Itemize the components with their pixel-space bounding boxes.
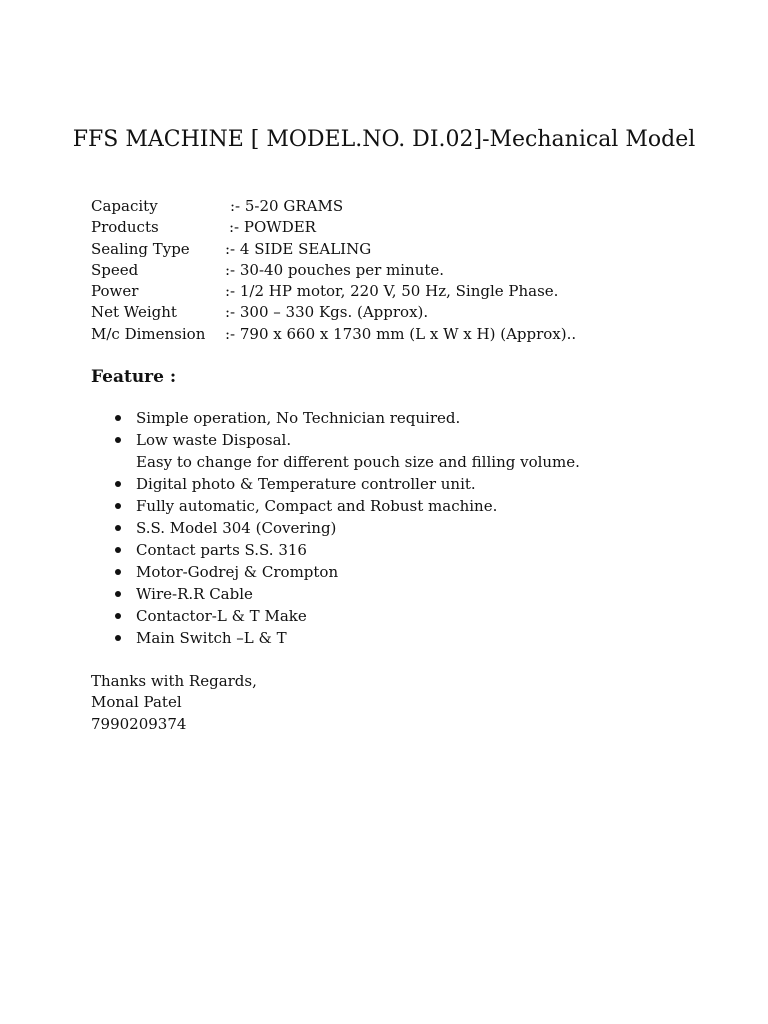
spec-value: :- 5-20 GRAMS	[230, 197, 344, 215]
spec-value: :- 4 SIDE SEALING	[225, 239, 372, 258]
spec-label: Products	[91, 218, 159, 237]
spec-row-net-weight	[91, 302, 731, 323]
spec-row-products	[91, 217, 731, 238]
bullet-icon	[115, 635, 121, 641]
spec-label: Net Weight	[91, 303, 177, 322]
spec-label: Capacity	[91, 197, 158, 215]
spec-label: Power	[91, 282, 139, 301]
list-item	[91, 561, 691, 583]
spec-value: :- 1/2 HP motor, 220 V, 50 Hz, Single Phase.	[225, 282, 559, 301]
spec-label: Speed	[91, 260, 139, 279]
list-item	[91, 583, 691, 605]
list-item	[91, 605, 691, 627]
feature-text: Wire-R.R Cable	[136, 585, 253, 603]
list-item	[91, 627, 691, 649]
spec-row-sealing-type	[91, 239, 731, 260]
spec-row-power	[91, 281, 731, 302]
bullet-icon	[115, 437, 121, 443]
bullet-icon	[115, 613, 121, 619]
spec-list	[91, 196, 731, 345]
signoff-closing: Thanks with Regards,	[91, 672, 257, 690]
bullet-icon	[115, 547, 121, 553]
feature-text: Digital photo & Temperature controller unit.	[136, 475, 476, 493]
signoff-name: Monal Patel	[91, 693, 182, 712]
spec-row-capacity	[91, 196, 731, 217]
spec-label: Sealing Type	[91, 239, 190, 258]
list-item	[91, 495, 691, 517]
bullet-icon	[115, 591, 121, 597]
feature-text: Contactor-L & T Make	[136, 607, 307, 625]
spec-value: :- 30-40 pouches per minute.	[225, 260, 445, 279]
feature-heading: Feature :	[91, 367, 177, 387]
bullet-icon	[115, 525, 121, 531]
signoff-phone: 7990209374	[91, 714, 187, 733]
feature-text: Motor-Godrej & Crompton	[136, 563, 339, 581]
feature-list	[91, 407, 691, 649]
feature-text: S.S. Model 304 (Covering)	[136, 519, 337, 537]
feature-continuation: Easy to change for different pouch size and filling volume.	[136, 453, 580, 471]
bullet-icon	[115, 569, 121, 575]
bullet-icon	[115, 481, 121, 487]
spec-value: :- 790 x 660 x 1730 mm (L x W x H) (Approx)..	[225, 324, 577, 343]
feature-text: Main Switch –L & T	[136, 629, 287, 647]
spec-row-speed	[91, 260, 731, 281]
feature-text: Simple operation, No Technician required.	[136, 409, 461, 427]
spec-value: :- POWDER	[229, 218, 316, 237]
feature-text: Contact parts S.S. 316	[136, 541, 307, 559]
bullet-icon	[115, 415, 121, 421]
list-item	[91, 539, 691, 561]
list-item	[91, 407, 691, 429]
feature-text: Low waste Disposal.	[136, 431, 292, 449]
document-title: FFS MACHINE [ MODEL.NO. DI.02]-Mechanical Model	[72, 127, 696, 152]
spec-label: M/c Dimension	[91, 324, 206, 343]
spec-row-dimension	[91, 324, 731, 345]
feature-text: Fully automatic, Compact and Robust machine.	[136, 497, 498, 515]
signoff-block	[91, 671, 257, 735]
list-item	[91, 473, 691, 495]
spec-value: :- 300 – 330 Kgs. (Approx).	[225, 303, 429, 322]
bullet-icon	[115, 503, 121, 509]
list-item	[91, 517, 691, 539]
list-item	[91, 429, 691, 451]
